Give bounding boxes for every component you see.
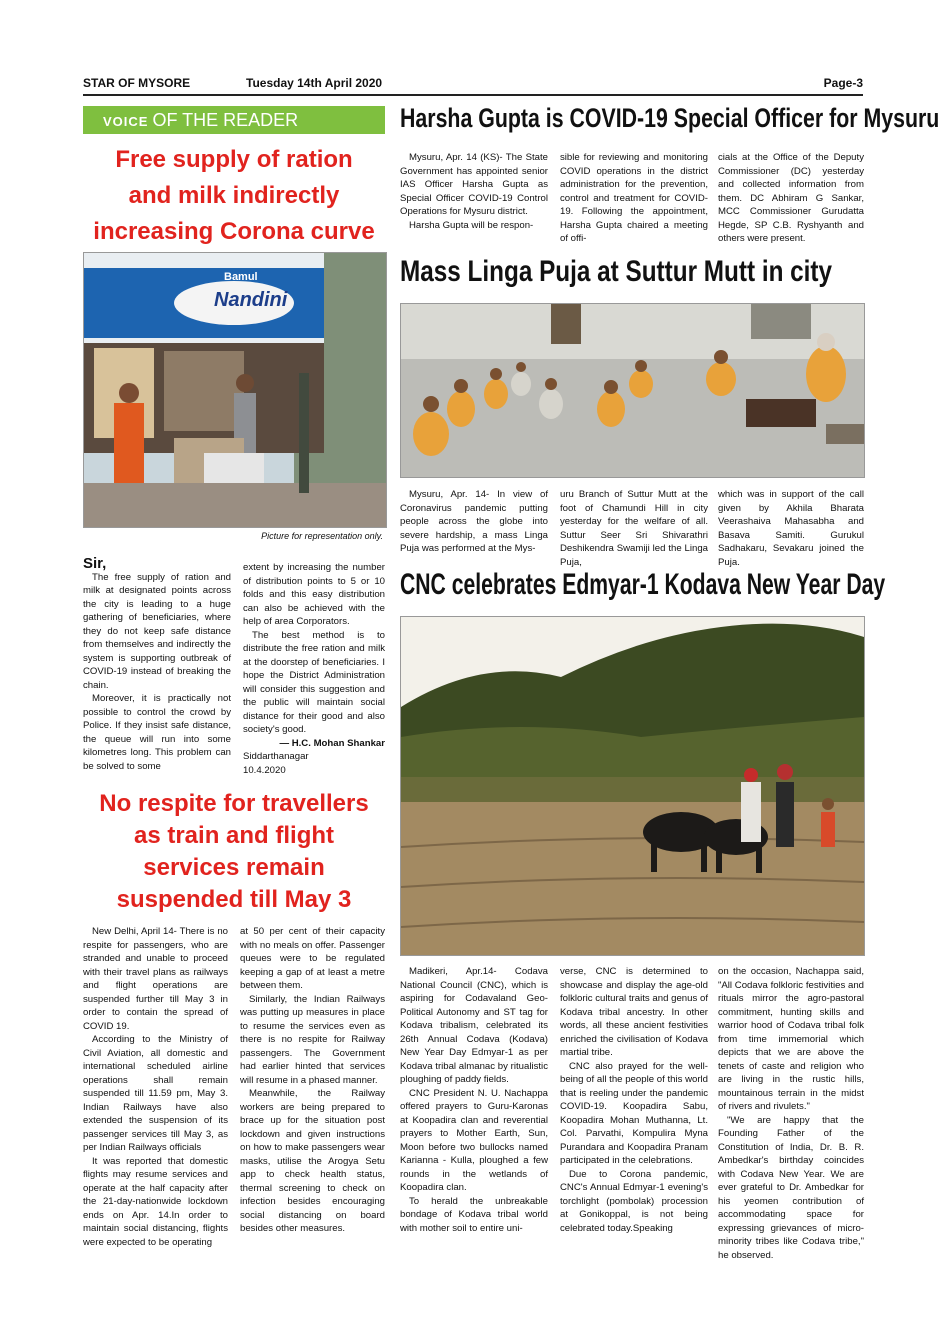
bamul-sign: Bamul bbox=[224, 271, 258, 283]
letter-column-1 bbox=[83, 557, 231, 773]
letter-headline-line: Free supply of ration bbox=[115, 146, 353, 173]
page-number: Page-3 bbox=[823, 76, 863, 90]
paragraph: It was reported that domestic flights may resume services and operate at the half capacity after the 21-day-nationwide lockdown ends on Apr. 14.In order to maintain social distancing, flights were expected to be operating bbox=[83, 1155, 228, 1248]
paragraph: uru Branch of Suttur Mutt at the foot of Chamundi Hill in city yesterday for the welfare of all. Suttur Seer Sri Shivarathri Deshikendra Swamiji led the Linga Puja, bbox=[560, 489, 708, 568]
paragraph: The best method is to distribute the free ration and milk at the doorstep of beneficiaries. I hope the District Administration will consider this suggestion and the public will maintain social distance for their good and also society's good. bbox=[243, 629, 385, 735]
paragraph: Madikeri, Apr.14- Codava National Council (CNC), which is aspiring for Codavaland Geo-Political Autonomy and ST tag for Kodava tribalism, celebrated its 26th Annual Codava (Kodava) New Year Day Edmyar-1 as per Kodava tribal almanac by ritualistic ploughing of paddy fields. bbox=[400, 966, 548, 1085]
masthead bbox=[83, 76, 863, 94]
salutation: Sir, bbox=[83, 555, 107, 572]
letter-place: Siddarthanagar bbox=[243, 751, 309, 762]
paragraph: Moreover, it is practically not possible to control the crowd by Police. If they insist safe distance, the queue will run into some kilometres long. This problem can be solved to some bbox=[83, 693, 231, 772]
letter-headline bbox=[83, 142, 385, 250]
paragraph: verse, CNC is determined to showcase and display the age-old folkloric cultural traits and genus of Kodava tribal ancestry. In other words, all these ancient festivities enriched the civilisation of Kodava martial tribe. bbox=[560, 966, 708, 1058]
paragraph: Mysuru, Apr. 14 (KS)- The State Government has appointed senior IAS Officer Harsha Gupta as Special Officer COVID-19 Control Operations for Mysuru district. bbox=[400, 152, 548, 217]
harsha-headline: Harsha Gupta is COVID-19 Special Officer for Mysuru bbox=[400, 103, 940, 133]
voice-label: VOICE bbox=[103, 114, 149, 129]
paragraph: cials at the Office of the Deputy Commissioner (DC) yesterday and collected information from them. DC Abhiram G Sankar, MCC Commissioner Gurudatta Hegde, SP C.B. Ryshyanth and others were present. bbox=[718, 152, 864, 244]
cnc-column-2 bbox=[560, 965, 708, 1235]
paragraph: extent by increasing the number of distribution points to 5 or 10 folds and this easy distribution can also be achieved with the help of area Corporators. bbox=[243, 562, 385, 627]
linga-puja-illustration bbox=[401, 304, 864, 477]
harsha-column-1 bbox=[400, 151, 548, 232]
photo-caption: Picture for representation only. bbox=[261, 531, 383, 541]
travel-headline-line: suspended till May 3 bbox=[116, 886, 352, 913]
linga-column-1 bbox=[400, 488, 548, 556]
letter-signature: — H.C. Mohan Shankar bbox=[279, 737, 385, 749]
nandini-booth-photo bbox=[83, 252, 387, 528]
paragraph: Harsha Gupta will be respon- bbox=[409, 219, 534, 231]
travel-headline-line: services remain bbox=[143, 854, 325, 881]
paragraph: at 50 per cent of their capacity with no meals on offer. Passenger queues were to be regulated keeping a gap of at least a metre between them. bbox=[240, 926, 385, 991]
cnc-headline: CNC celebrates Edmyar-1 Kodava New Year Day bbox=[400, 568, 886, 601]
travel-headline-line: as train and flight bbox=[133, 822, 334, 849]
voice-of-reader-banner bbox=[83, 106, 385, 134]
paragraph: Mysuru, Apr. 14- In view of Coronavirus pandemic putting people across the globe into severe hardship, a mass Linga Puja was performed at the Mys- bbox=[400, 489, 548, 554]
paragraph: Meanwhile, the Railway workers are being prepared to brace up for the situation post lockdown and given instructions on how to make passengers wear masks, utilise the Arogya Setu app to check health status, thermal screening to check on infection besides encouraging social distancing on board besides other measures. bbox=[240, 1088, 385, 1234]
of-the-reader-label: OF THE READER bbox=[152, 110, 299, 130]
paper-name: STAR OF MYSORE bbox=[83, 76, 191, 90]
linga-headline: Mass Linga Puja at Suttur Mutt in city bbox=[400, 255, 833, 288]
letter-date: 10.4.2020 bbox=[243, 764, 286, 776]
harsha-column-2 bbox=[560, 151, 708, 246]
travel-headline bbox=[83, 788, 385, 916]
letter-column-2 bbox=[243, 561, 385, 777]
paragraph: CNC President N. U. Nachappa offered prayers to Guru-Karonas at Koopadira clan and reverential prayers to Mother Earth, Sun, Moon before two bullocks named Karianna - Kulla, ploughed a few rounds in the wetlands of Koopadira clan. bbox=[400, 1087, 548, 1193]
paragraph: Similarly, the Indian Railways was putting up measures in place to resume the services even as there is no respite for Railway passengers. The Government had earlier hinted that services will resume in a phased manner. bbox=[240, 993, 385, 1086]
travel-column-2 bbox=[240, 925, 385, 1236]
issue-date: Tuesday 14th April 2020 bbox=[246, 76, 383, 90]
linga-column-3 bbox=[718, 488, 864, 569]
paragraph: on the occasion, Nachappa said, "All Codava folkloric festivities and rituals mirror the agro-pastoral commitment, hunting skills and warrior hood of Codava tribal folk from time immemorial which depicts that we are above the tenets of caste and religion who are living in the rustic hills, mountainous terrain in the midst of rivers and rivulets." bbox=[718, 966, 864, 1112]
paragraph: New Delhi, April 14- There is no respite for passengers, who are stranded and unable to proceed with their travel plans as railways and flight operations are suspended further till May 3 in order to contain the spread of COVID 19. bbox=[83, 926, 228, 1032]
paragraph: "We are happy that the Founding Father of the Constitution of India, Dr. B. R. Ambedkar's birthday coincides with Codava New Year. We are ever grateful to Dr. Ambedkar for his yeomen contribution of accommodating space for expressing grievances of micro-minority tribes like Codava tribe," he observed. bbox=[718, 1114, 864, 1261]
paragraph: CNC also prayed for the well-being of all the people of this world that is reeling under the pandemic COVID-19. Koopadira Sabu, Koopadira Mohan Muthanna, Lt. Col. Parvathi, Kompulira Myna Purandara and Koopadira Pranam participated in the celebrations. bbox=[560, 1060, 708, 1166]
linga-puja-photo bbox=[400, 303, 865, 478]
cnc-column-3 bbox=[718, 965, 864, 1262]
travel-column-1 bbox=[83, 925, 228, 1249]
masthead-rule bbox=[83, 94, 863, 96]
paragraph: Due to Corona pandemic, CNC's Annual Edmyar-1 evening's torchlight (pombolak) procession at Gonikoppal, is not being celebrated today.Speaking bbox=[560, 1168, 708, 1234]
cnc-ploughing-photo bbox=[400, 616, 865, 956]
cnc-ploughing-illustration bbox=[401, 617, 864, 955]
travel-headline-line: No respite for travellers bbox=[99, 790, 369, 817]
linga-column-2 bbox=[560, 488, 708, 569]
harsha-column-3 bbox=[718, 151, 864, 246]
paragraph: According to the Ministry of Civil Aviation, all domestic and international scheduled airline operations shall remain suspended till 11.59 pm, May 3. Indian Railways have also extended the suspension of its passenger services till May 3, as per Indian Railways officials bbox=[83, 1034, 228, 1153]
nandini-sign: Nandini bbox=[214, 289, 288, 311]
letter-headline-line: and milk indirectly bbox=[128, 182, 340, 209]
paragraph: The free supply of ration and milk at designated points across the city is leading to a huge gathering of beneficiaries, where they do not keep safe distance from themselves and indirectly the system is supporting outbreak of COVID-19 instead of breaking the chain. bbox=[83, 571, 231, 691]
letter-headline-line: increasing Corona curve bbox=[93, 218, 375, 245]
paragraph: which was in support of the call given by Akhila Bharata Veerashaiva Mahasabha and Basava Samiti. Gurukul Sadhakaru, Sevakaru joined the Puja. bbox=[718, 489, 864, 568]
paragraph: sible for reviewing and monitoring COVID operations in the district administration for the prevention, control and treatment for COVID-19. Following the appointment, Harsha Gupta chaired a meeting of offi- bbox=[560, 152, 708, 244]
paragraph: To herald the unbreakable bondage of Kodava tribal world with mother soil to entire uni- bbox=[400, 1195, 548, 1234]
cnc-column-1 bbox=[400, 965, 548, 1235]
